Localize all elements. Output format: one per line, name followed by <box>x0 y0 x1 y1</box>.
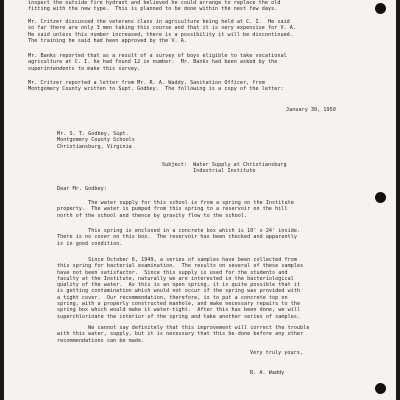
binder-hole-bottom <box>375 383 386 394</box>
minutes-paragraph-letter-intro: Mr. Critzer reported a letter from Mr. R. A. Waddy, Sanitation Officer, from Montgomery County written to Supt. Godbey. The following is a copy of the letter: <box>28 80 284 93</box>
binder-hole-top <box>375 3 386 14</box>
letter-signature: R. A. Waddy <box>250 370 285 376</box>
document-page <box>4 0 396 400</box>
letter-body-paragraph-1: The water supply for this school is from a spring on the Institute property. The water is pumped from this spring to a reservoir on the hill north of the school and thence by gravity flow to the school. <box>57 200 294 219</box>
letter-closing: Very truly yours, <box>250 350 303 356</box>
minutes-paragraph-survey: Mr. Banks reported that as a result of a survey of boys eligible to take vocational agriculture at C. I. he had found 12 in number. Mr. Banks had been asked by the superintendents to make this survey. <box>28 53 287 72</box>
letter-recipient-address: Mr. S. T. Godbey, Supt. Montgomery County Schools Christiansburg, Virginia <box>57 131 135 150</box>
letter-body-paragraph-3: Since October 6, 1949, a series of samples have been collected from this spring for bacterial examination. The results on several of these samples have not been satisfactor. Since this supply is used for the students and faculty at the Institute, naturally we are interested in the bacteriological quality of the water. As this is an open spring, it is quite possible that it is getting contamination which would not occur if the spring was provided with a tight cover. Our recommendation, therefore, is to put a concrete top on spring, with a properly constructed manhole, and make necessary repairs to the spring box which would make it water-tight. After this has been done, we will superchlorinate the interior of the spring and take another series of samples. <box>57 257 304 320</box>
letter-date: January 30, 1950 <box>286 107 336 113</box>
binder-hole-middle <box>375 192 386 203</box>
minutes-paragraph-hydrant: inspect the outside fire hydrant and believed he could arrange to replace the old fitting with the new type. This is planned to be done within the next few days. <box>28 0 281 13</box>
minutes-paragraph-veterans-class: Mr. Critzer discussed the veterans class in agriculture being held at C. I. He said so far there are only 3 men taking this course and that it is very expensive for V. A. He said unless this number increased, there is a possibility it will be discontinued. The training he said had been approved by the V. A. <box>28 19 297 44</box>
letter-body-paragraph-4: We cannot say definitely that this improvement will correct the trouble with this water, supply, but it is necessary that this be done before any other recommendations can be made. <box>57 325 310 344</box>
letter-body-paragraph-2: This spring is enclosed in a concrete box which is 10' x 24' inside. There is no cover on this box. The reservoir has been checked and apparently is in good condition. <box>57 228 301 247</box>
letter-subject: Subject: Water Supply at Christiansburg Industrial Institute <box>162 162 287 175</box>
letter-salutation: Dear Mr. Godbey: <box>57 186 107 192</box>
